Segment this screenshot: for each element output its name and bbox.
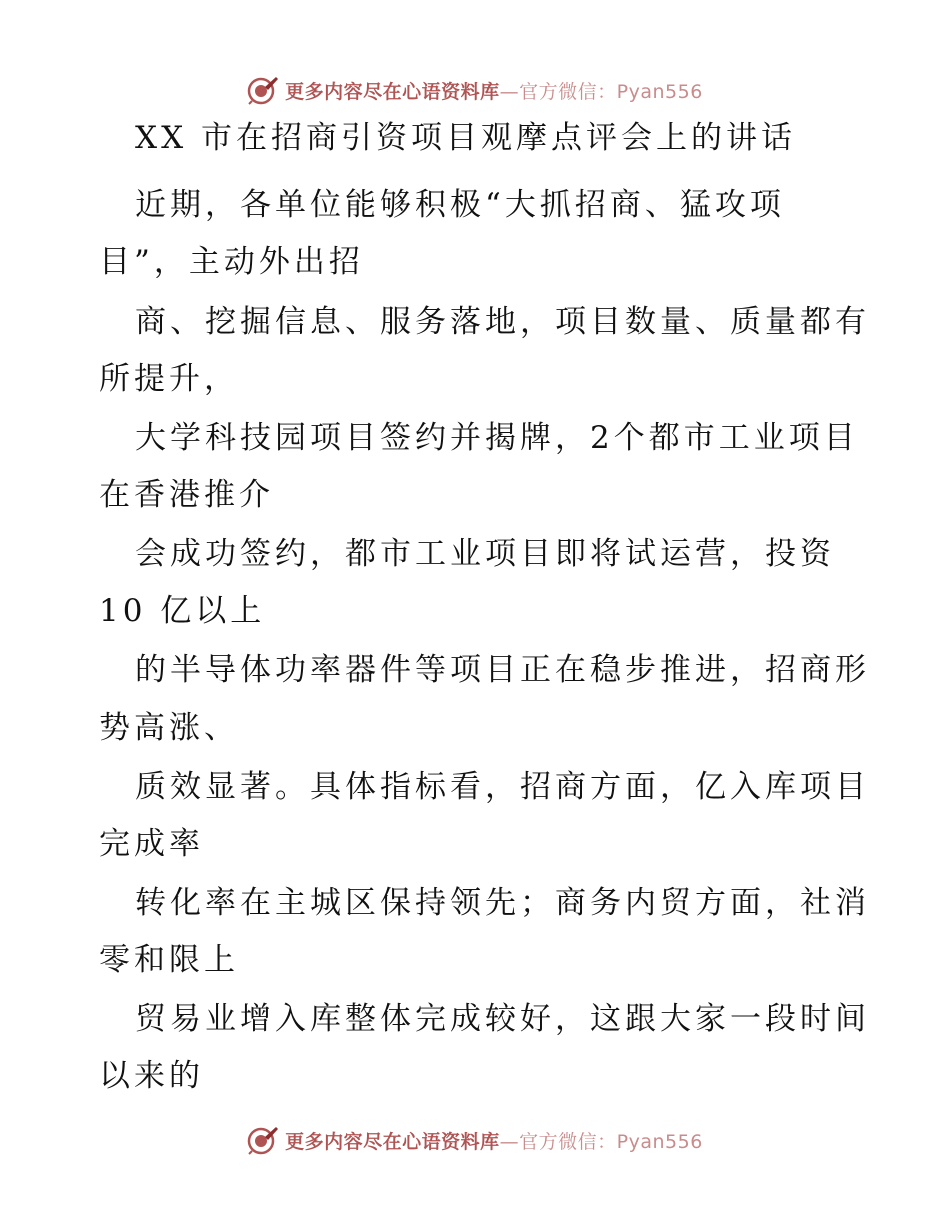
watermark-separator: —	[499, 80, 520, 103]
pen-nib-logo-icon	[247, 74, 279, 106]
watermark-separator: —	[499, 1130, 520, 1153]
pen-nib-logo-icon	[247, 1124, 279, 1156]
header-watermark-banner	[0, 70, 950, 110]
paragraph-line: 贸易业增入库整体完成较好，这跟大家一段时间	[135, 1001, 870, 1037]
watermark-group	[247, 74, 703, 106]
watermark-text	[285, 1127, 703, 1154]
paragraph-line: 以来的	[99, 1058, 204, 1094]
watermark-official-wechat: 官方微信：Pyan556	[519, 1130, 703, 1153]
paragraph-line: 势高涨、	[99, 710, 239, 746]
doc-title: XX 市在招商引资项目观摩点评会上的讲话	[135, 120, 796, 156]
watermark-group	[247, 1124, 703, 1156]
paragraph-line: 10 亿以上	[99, 593, 266, 629]
watermark-main-text: 更多内容尽在心语资料库	[285, 1130, 500, 1153]
paragraph-line: 所提升，	[99, 361, 239, 397]
paragraph-line: 大学科技园项目签约并揭牌，2个都市工业项目	[135, 420, 859, 456]
paragraph-line: 零和限上	[99, 942, 239, 978]
paragraph-line: 近期，各单位能够积极“大抓招商、猛攻项	[135, 187, 785, 223]
paragraph-line: 的半导体功率器件等项目正在稳步推进，招商形	[135, 652, 870, 688]
paragraph-line: 商、挖掘信息、服务落地，项目数量、质量都有	[135, 304, 870, 340]
paragraph-line: 完成率	[99, 826, 204, 862]
paragraph-line: 在香港推介	[99, 477, 274, 513]
watermark-main-text: 更多内容尽在心语资料库	[285, 80, 500, 103]
paragraph-line: 转化率在主城区保持领先；商务内贸方面，社消	[135, 885, 870, 921]
paragraph-line: 目”，主动外出招	[99, 244, 364, 280]
watermark-official-wechat: 官方微信：Pyan556	[519, 80, 703, 103]
paragraph-line: 会成功签约，都市工业项目即将试运营，投资	[135, 536, 835, 572]
footer-watermark-banner	[0, 1120, 950, 1160]
watermark-text	[285, 77, 703, 104]
paragraph-line: 质效显著。具体指标看，招商方面，亿入库项目	[135, 769, 870, 805]
